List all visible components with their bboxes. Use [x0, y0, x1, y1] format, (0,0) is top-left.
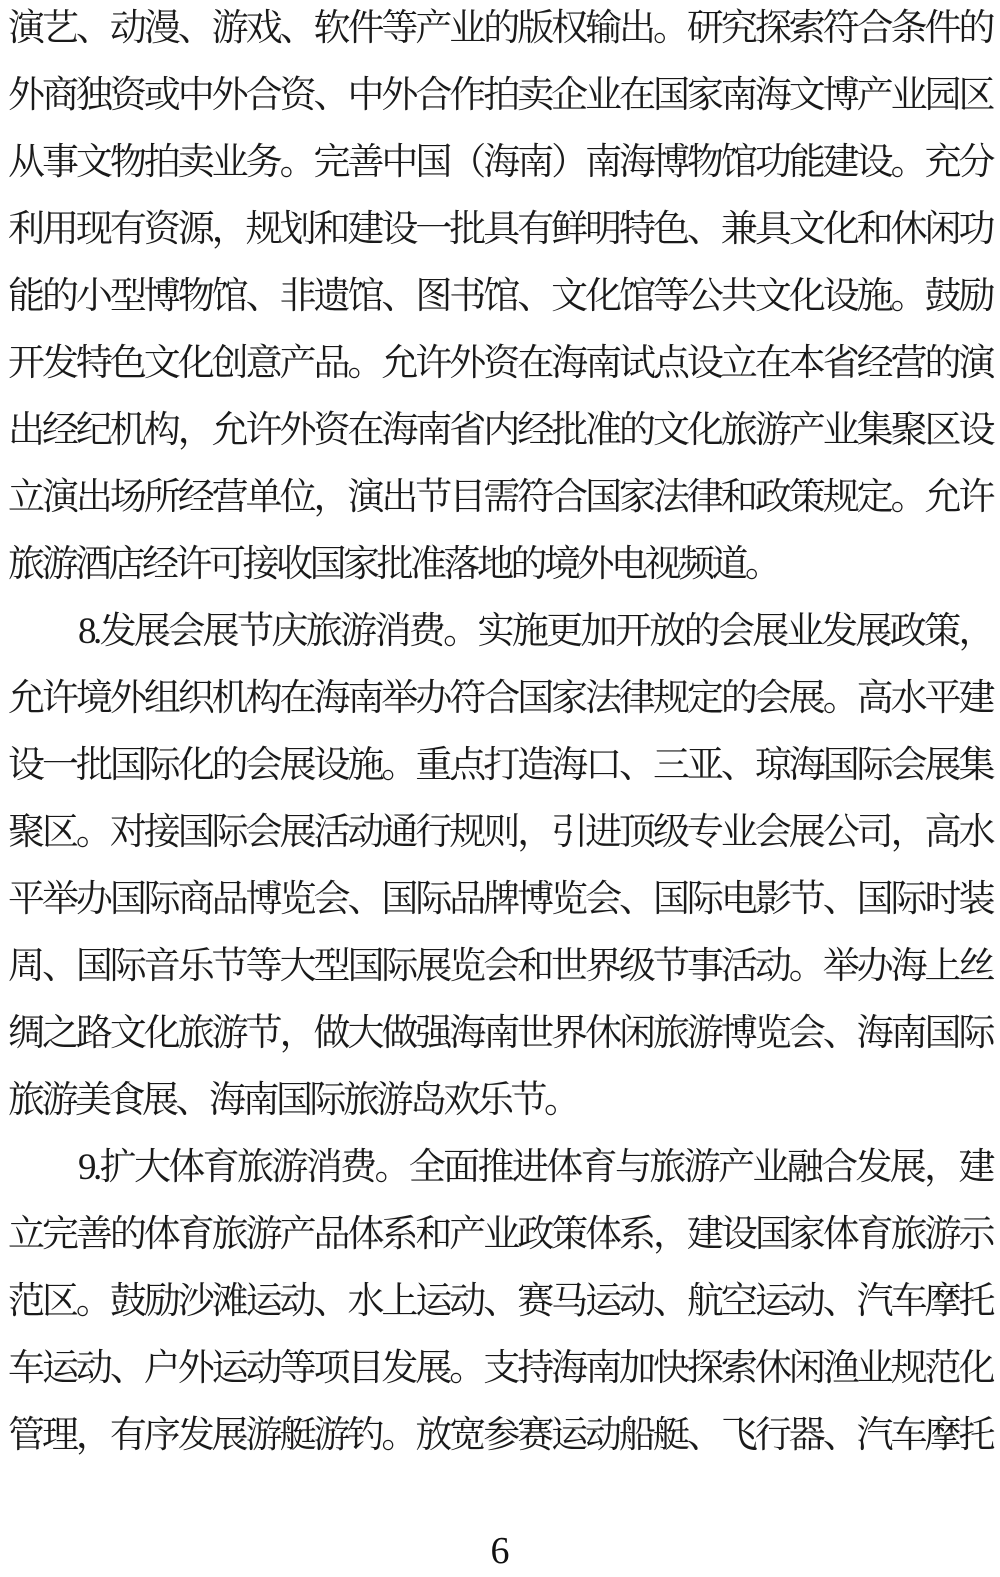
- text-line: 利用现有资源，规划和建设一批具有鲜明特色、兼具文化和休闲功: [8, 209, 992, 250]
- page-number: 6: [490, 1530, 510, 1572]
- text-line: 旅游酒店经许可接收国家批准落地的境外电视频道。: [8, 544, 779, 585]
- text-line: 平举办国际商品博览会、国际品牌博览会、国际电影节、国际时装: [8, 879, 992, 920]
- document-body: [8, 0, 992, 1469]
- text-line: 9.扩大体育旅游消费。全面推进体育与旅游产业融合发展，建: [78, 1147, 992, 1188]
- text-line: 8.发展会展节庆旅游消费。实施更加开放的会展业发展政策，: [78, 611, 992, 652]
- text-line: 设一批国际化的会展设施。重点打造海口、三亚、琼海国际会展集: [8, 745, 992, 786]
- text-line: 外商独资或中外合资、中外合作拍卖企业在国家南海文博产业园区: [8, 75, 992, 116]
- text-line: 旅游美食展、海南国际旅游岛欢乐节。: [8, 1080, 578, 1121]
- text-line: 允许境外组织机构在海南举办符合国家法律规定的会展。高水平建: [8, 678, 992, 719]
- text-line: 车运动、户外运动等项目发展。支持海南加快探索休闲渔业规范化: [8, 1348, 992, 1389]
- text-line: 立完善的体育旅游产品体系和产业政策体系，建设国家体育旅游示: [8, 1214, 992, 1255]
- text-line: 绸之路文化旅游节，做大做强海南世界休闲旅游博览会、海南国际: [8, 1013, 992, 1054]
- text-line: 管理，有序发展游艇游钓。放宽参赛运动船艇、飞行器、汽车摩托: [8, 1415, 992, 1456]
- text-line: 立演出场所经营单位，演出节目需符合国家法律和政策规定。允许: [8, 477, 992, 518]
- text-line: 聚区。对接国际会展活动通行规则，引进顶级专业会展公司，高水: [8, 812, 992, 853]
- text-line: 周、国际音乐节等大型国际展览会和世界级节事活动。举办海上丝: [8, 946, 992, 987]
- text-line: 从事文物拍卖业务。完善中国（海南）南海博物馆功能建设。充分: [8, 142, 992, 183]
- text-line: 演艺、动漫、游戏、软件等产业的版权输出。研究探索符合条件的: [8, 8, 992, 49]
- text-line: 范区。鼓励沙滩运动、水上运动、赛马运动、航空运动、汽车摩托: [8, 1281, 992, 1322]
- text-line: 能的小型博物馆、非遗馆、图书馆、文化馆等公共文化设施。鼓励: [8, 276, 992, 317]
- text-line: 出经纪机构，允许外资在海南省内经批准的文化旅游产业集聚区设: [8, 410, 992, 451]
- text-line: 开发特色文化创意产品。允许外资在海南试点设立在本省经营的演: [8, 343, 992, 384]
